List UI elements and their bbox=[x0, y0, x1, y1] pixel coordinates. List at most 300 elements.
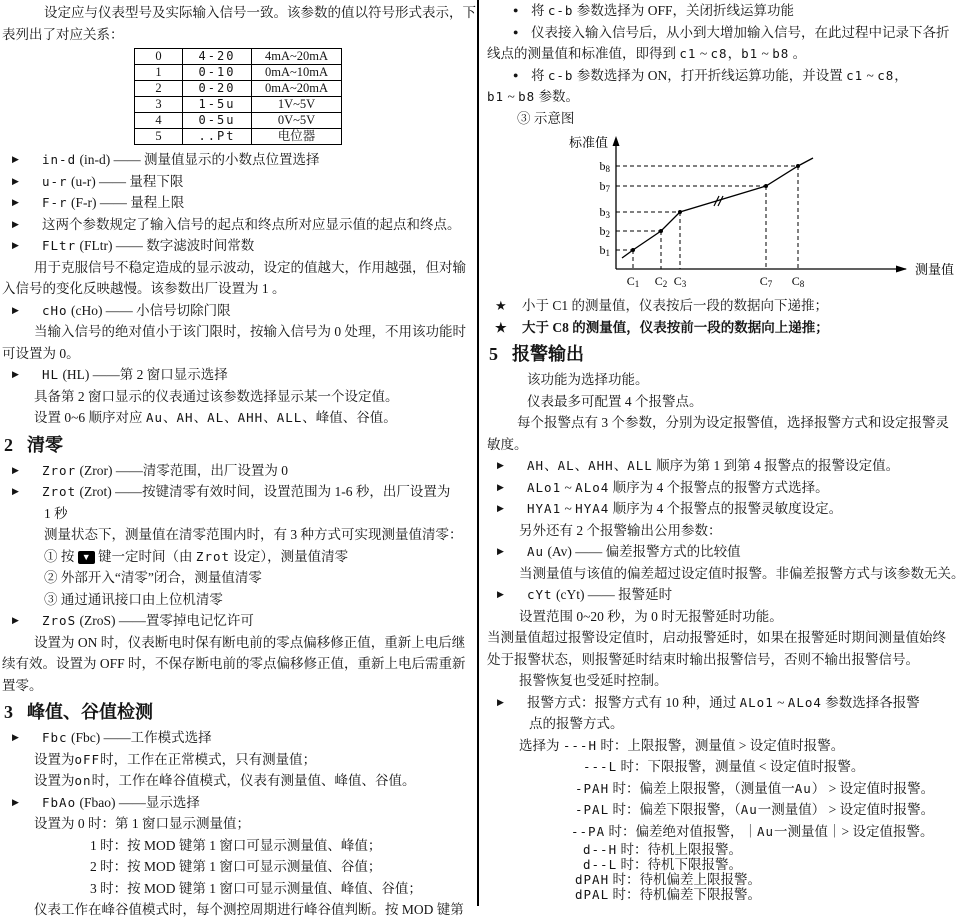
triangle-bullet-icon: ▶ bbox=[12, 197, 19, 207]
text-run: 选择为 bbox=[519, 737, 563, 753]
text-line bbox=[2, 503, 475, 525]
text-run: 报警方式：报警方式有 10 种，通过 bbox=[527, 694, 740, 710]
text-run: 设置为 ON 时，仪表断电时保有断电前的零点偏移修正值，重新上电后继 bbox=[34, 634, 466, 650]
led-token: ---H bbox=[562, 737, 597, 753]
text-run: 用于克服信号不稳定造成的显示波动，设定的值越大，作用越强，但对输 bbox=[34, 259, 466, 275]
signal-range-cell: 0mA~10mA bbox=[252, 65, 342, 81]
triangle-bullet-icon: ▶ bbox=[12, 240, 19, 250]
y-tick-b2: b2 bbox=[599, 224, 610, 239]
text-line bbox=[2, 835, 475, 857]
led-token: 0-20 bbox=[198, 81, 236, 95]
list-item bbox=[487, 65, 958, 87]
led-token: Zror bbox=[42, 462, 77, 478]
text-run: 1 秒 bbox=[44, 505, 68, 521]
led-token: Au bbox=[145, 410, 163, 425]
text-run: ~ bbox=[561, 479, 576, 495]
right-column bbox=[487, 0, 965, 906]
led-token: -PAL bbox=[575, 802, 610, 817]
led-token: in-d bbox=[42, 152, 77, 167]
text-run: (HL) ——第 2 窗口显示选择 bbox=[59, 367, 228, 382]
text-run: (cYt) —— 报警延时 bbox=[552, 587, 673, 602]
signal-code-cell: 3 bbox=[135, 97, 183, 113]
triangle-bullet-icon: ▶ bbox=[12, 732, 19, 742]
bullet-item bbox=[2, 792, 475, 814]
x-axis-label: 测量值 bbox=[915, 262, 955, 277]
text-run: ~ bbox=[773, 694, 788, 710]
text-run: ~ bbox=[561, 501, 576, 516]
text-line bbox=[2, 675, 475, 697]
text-line bbox=[487, 412, 958, 434]
bullet-item bbox=[2, 300, 475, 322]
led-token: Au bbox=[527, 544, 545, 559]
led-token: 0-5u bbox=[198, 113, 236, 127]
dot-bullet-icon: ● bbox=[513, 69, 519, 80]
left-column bbox=[2, 0, 476, 917]
data-point-C2 bbox=[659, 229, 663, 233]
led-token: FLtr bbox=[42, 238, 77, 253]
text-run: 敏度。 bbox=[487, 436, 528, 452]
text-run: 、 bbox=[574, 458, 589, 473]
text-line bbox=[487, 43, 958, 65]
led-token: AL bbox=[557, 458, 575, 473]
led-token: ALo1 bbox=[527, 479, 562, 495]
signal-led-cell bbox=[183, 129, 252, 145]
text-run: 时，工作在正常模式，只有测量值； bbox=[100, 751, 317, 767]
text-run: 仪表最多可配置 4 个报警点。 bbox=[527, 393, 703, 409]
triangle-bullet-icon: ▶ bbox=[12, 486, 19, 496]
bullet-item bbox=[2, 364, 475, 386]
text-run: 键一定时间（由 bbox=[94, 548, 196, 564]
led-token: cHo bbox=[42, 302, 68, 318]
bullet-item bbox=[2, 460, 475, 482]
text-run: 当测量值超过报警设定值时，启动报警延时，如果在报警延时期间测量值始终 bbox=[487, 630, 946, 645]
list-item bbox=[487, 0, 958, 22]
bullet-item bbox=[2, 235, 475, 257]
signal-type-table bbox=[134, 48, 342, 145]
triangle-bullet-icon: ▶ bbox=[12, 796, 19, 807]
text-line bbox=[487, 756, 958, 778]
led-token: -PAH bbox=[575, 780, 610, 796]
text-run: 时：待机偏差下限报警。 bbox=[609, 887, 761, 902]
down-key-icon: ▼ bbox=[78, 551, 95, 564]
section-heading bbox=[2, 699, 475, 725]
text-run: 测量状态下，测量值在清零范围内时，有 3 种方式可实现测量值清零： bbox=[44, 527, 463, 542]
led-token: d--L bbox=[583, 857, 618, 872]
text-run: (Fbc) ——工作模式选择 bbox=[67, 730, 212, 745]
led-token: ZroS bbox=[42, 613, 77, 628]
led-token: ---L bbox=[583, 759, 618, 774]
text-run: 可设置为 0。 bbox=[2, 345, 80, 361]
section-heading bbox=[2, 432, 475, 458]
text-line bbox=[2, 321, 475, 343]
text-line bbox=[2, 278, 475, 300]
text-run: 当测量值与该值的偏差超过设定值时报警。非偏差报警方式与该参数无关。 bbox=[519, 565, 965, 581]
text-run: (Av) —— 偏差报警方式的比较值 bbox=[544, 544, 741, 559]
text-run: 大于 C8 的测量值，仪表按前一段的数据向上递推； bbox=[522, 319, 829, 335]
led-token: c8 bbox=[710, 46, 728, 61]
bullet-item bbox=[2, 610, 475, 632]
text-line bbox=[487, 713, 958, 735]
text-run: 设置为 0 时：第 1 窗口显示测量值； bbox=[34, 816, 250, 831]
triangle-bullet-icon: ▶ bbox=[497, 460, 504, 470]
y-axis-label: 标准值 bbox=[568, 135, 608, 150]
led-token: b8 bbox=[518, 89, 536, 104]
text-line bbox=[487, 649, 958, 671]
column-divider bbox=[477, 0, 479, 906]
text-run: 、 bbox=[163, 410, 177, 425]
text-run: ， bbox=[727, 46, 742, 61]
text-line bbox=[2, 386, 475, 408]
bullet-item bbox=[487, 455, 958, 477]
led-token: FbAo bbox=[42, 794, 77, 810]
dot-bullet-icon: ● bbox=[513, 5, 519, 15]
signal-led-cell bbox=[183, 81, 252, 97]
text-line bbox=[487, 872, 958, 887]
signal-code-cell: 4 bbox=[135, 113, 183, 129]
led-token: Zrot bbox=[195, 548, 231, 564]
signal-code-cell: 2 bbox=[135, 81, 183, 97]
text-run: 参数选择各报警 bbox=[821, 694, 920, 710]
text-line bbox=[487, 108, 958, 130]
led-token: b8 bbox=[772, 46, 790, 61]
bullet-item bbox=[487, 541, 958, 563]
y-tick-b8: b8 bbox=[599, 159, 610, 174]
triangle-bullet-icon: ▶ bbox=[497, 503, 504, 513]
text-line bbox=[487, 821, 958, 843]
led-token: HL bbox=[42, 367, 60, 382]
text-run: 时：待机偏差上限报警。 bbox=[609, 872, 761, 887]
signal-code-cell: 0 bbox=[135, 49, 183, 65]
table-row bbox=[135, 65, 342, 81]
led-token: ALo4 bbox=[787, 694, 822, 710]
led-token: c8 bbox=[877, 67, 895, 83]
text-line bbox=[2, 878, 475, 900]
text-line bbox=[2, 546, 475, 568]
note-item bbox=[487, 317, 958, 339]
y-axis-arrow-icon bbox=[613, 136, 620, 146]
text-run: 时：下限报警，测量值 < 设定值时报警。 bbox=[617, 759, 865, 774]
text-run: 参数选择为 OFF，关闭折线运算功能 bbox=[573, 3, 794, 18]
table-row bbox=[135, 113, 342, 129]
text-run: 1 时：按 MOD 键第 1 窗口可显示测量值、峰值； bbox=[90, 837, 382, 853]
text-line bbox=[487, 887, 958, 902]
text-run: ~ bbox=[504, 89, 519, 104]
y-tick-b3: b3 bbox=[599, 205, 610, 220]
signal-code-cell: 5 bbox=[135, 129, 183, 145]
triangle-bullet-icon: ▶ bbox=[497, 696, 504, 707]
signal-led-cell bbox=[183, 65, 252, 81]
led-token: Au bbox=[756, 823, 775, 839]
led-token: c-b bbox=[547, 3, 574, 18]
text-run: 、 bbox=[544, 458, 558, 473]
text-run: (in-d) —— 测量值显示的小数点位置选择 bbox=[76, 152, 320, 167]
x-tick-C3: C3 bbox=[673, 274, 687, 289]
bullet-item bbox=[2, 214, 475, 236]
triangle-bullet-icon: ▶ bbox=[12, 369, 19, 379]
text-line bbox=[487, 86, 958, 108]
text-line bbox=[2, 524, 475, 546]
led-token: Fbc bbox=[42, 730, 68, 745]
bullet-item bbox=[487, 692, 958, 714]
text-run: 续有效。设置为 OFF 时，不保存断电前的零点偏移修正值，重新上电后需重新 bbox=[2, 656, 466, 671]
text-run: 顺序为 4 个报警点的报警方式选择。 bbox=[609, 479, 829, 495]
table-row bbox=[135, 49, 342, 65]
text-run: 该功能为选择功能。 bbox=[527, 372, 649, 387]
text-line bbox=[2, 770, 475, 792]
led-token: d--H bbox=[583, 842, 618, 857]
table-row bbox=[135, 129, 342, 145]
led-token: c1 bbox=[846, 67, 864, 83]
triangle-bullet-icon: ▶ bbox=[12, 304, 19, 315]
text-run: 小于 C1 的测量值，仪表按后一段的数据向下递推； bbox=[522, 298, 829, 313]
text-run: 设置范围 0~20 秒，为 0 时无报警延时功能。 bbox=[519, 608, 783, 624]
text-run: 时：待机上限报警。 bbox=[617, 842, 742, 857]
text-run: 、 bbox=[263, 410, 277, 425]
text-run: 2 时：按 MOD 键第 1 窗口可显示测量值、谷值； bbox=[90, 859, 382, 874]
led-token: F-r bbox=[42, 195, 68, 210]
led-token: on bbox=[74, 773, 92, 788]
text-run: 时：待机下限报警。 bbox=[617, 857, 742, 872]
text-run: 、峰值、谷值。 bbox=[302, 410, 397, 425]
led-token: Zrot bbox=[42, 484, 77, 499]
led-token: AHH bbox=[237, 410, 264, 425]
data-point-C1 bbox=[631, 248, 635, 252]
text-run: (u-r) —— 量程下限 bbox=[67, 173, 184, 189]
text-run: 将 bbox=[531, 67, 548, 83]
text-run: 设置为 bbox=[34, 773, 75, 788]
text-line bbox=[2, 749, 475, 771]
text-run: 设置 0~6 顺序对应 bbox=[34, 410, 146, 425]
led-token: b1 bbox=[487, 89, 505, 104]
text-line bbox=[2, 856, 475, 878]
text-line bbox=[2, 257, 475, 279]
text-line bbox=[2, 653, 475, 675]
text-run: 当输入信号的绝对值小于该门限时，按输入信号为 0 处理，不用该功能时 bbox=[34, 324, 466, 339]
triangle-bullet-icon: ▶ bbox=[497, 481, 504, 492]
text-run: 每个报警点有 3 个参数，分别为设定报警值，选择报警方式和设定报警灵 bbox=[517, 415, 949, 430]
signal-led-cell bbox=[183, 113, 252, 129]
bullet-item bbox=[2, 481, 475, 503]
text-run: (Zror) ——清零范围，出厂设置为 0 bbox=[76, 462, 288, 478]
text-line bbox=[2, 632, 475, 654]
text-run: 。 bbox=[789, 46, 807, 61]
broken-line-chart bbox=[487, 131, 957, 293]
text-line bbox=[2, 2, 475, 24]
led-token: ALo4 bbox=[575, 479, 610, 495]
text-run: ③ 通过通讯接口由上位机清零 bbox=[44, 591, 223, 607]
signal-code-cell: 1 bbox=[135, 65, 183, 81]
text-run: 一测量值） > 设定值时报警。 bbox=[757, 802, 935, 817]
bullet-item bbox=[487, 477, 958, 499]
text-line bbox=[2, 567, 475, 589]
text-run: ① 按 bbox=[44, 548, 78, 564]
led-token: 1-5u bbox=[198, 97, 236, 111]
led-token: 0-10 bbox=[198, 65, 236, 79]
dot-bullet-icon: ● bbox=[513, 26, 519, 37]
text-run: 时：上限报警，测量值 > 设定值时报警。 bbox=[596, 737, 845, 753]
text-run: 、 bbox=[224, 410, 238, 425]
data-line bbox=[622, 158, 813, 258]
triangle-bullet-icon: ▶ bbox=[12, 218, 19, 229]
text-run: 顺序为 4 个报警点的报警灵敏度设定。 bbox=[609, 501, 843, 516]
text-run: 入信号的变化反映越慢。该参数出厂设置为 1 。 bbox=[2, 281, 286, 296]
text-run: 一测量值｜> 设定值报警。 bbox=[774, 823, 934, 839]
text-run: ③ 示意图 bbox=[517, 110, 575, 126]
text-run: ~ bbox=[863, 67, 878, 83]
text-line bbox=[487, 778, 958, 800]
led-token: AH bbox=[176, 410, 194, 425]
text-run: 、 bbox=[613, 458, 628, 473]
signal-range-cell: 0mA~20mA bbox=[252, 81, 342, 97]
text-run: 仪表接入输入信号后，从小到大增加输入信号，在此过程中记录下各折 bbox=[531, 24, 950, 40]
text-run: 参数选择为 ON，打开折线运算功能，并设置 bbox=[573, 67, 847, 83]
led-token: b1 bbox=[741, 46, 759, 61]
text-run: 设定），测量值清零 bbox=[230, 548, 349, 564]
text-line bbox=[2, 407, 475, 429]
led-token: cYt bbox=[527, 587, 553, 602]
text-run: 处于报警状态，则报警延时结束时输出报警信号，否则不输出报警信号。 bbox=[487, 651, 919, 667]
led-token: AHH bbox=[588, 458, 614, 473]
led-token: ALL bbox=[627, 458, 653, 473]
text-line bbox=[487, 434, 958, 456]
led-token: Au bbox=[740, 802, 758, 817]
data-point-C3 bbox=[678, 210, 682, 214]
star-icon: ★ bbox=[495, 298, 507, 313]
text-line bbox=[487, 670, 958, 692]
text-line bbox=[2, 813, 475, 835]
text-run: 仪表工作在峰谷值模式时，每个测控周期进行峰谷值判断。按 MOD 键第 bbox=[34, 902, 464, 917]
text-line bbox=[487, 842, 958, 857]
text-run: ~ bbox=[758, 46, 773, 61]
triangle-bullet-icon: ▶ bbox=[497, 589, 504, 599]
chart-container bbox=[487, 131, 958, 295]
text-run: ~ bbox=[696, 46, 711, 61]
signal-range-cell: 0V~5V bbox=[252, 113, 342, 129]
led-token: u-r bbox=[42, 173, 68, 189]
bullet-item bbox=[2, 727, 475, 749]
note-item bbox=[487, 295, 958, 317]
x-tick-C8: C8 bbox=[791, 274, 805, 289]
triangle-bullet-icon: ▶ bbox=[12, 615, 19, 625]
text-run: 3 时：按 MOD 键第 1 窗口可显示测量值、峰值、谷值； bbox=[90, 880, 422, 896]
triangle-bullet-icon: ▶ bbox=[12, 154, 19, 164]
text-run: 点的报警方式。 bbox=[529, 716, 624, 731]
text-run: 设定应与仪表型号及实际输入信号一致。该参数的值以符号形式表示，下 bbox=[44, 5, 476, 20]
text-run: 这两个参数规定了输入信号的起点和终点所对应显示值的起点和终点。 bbox=[42, 216, 461, 232]
text-run: ） > 设定值时报警。 bbox=[811, 780, 935, 796]
x-tick-C1: C1 bbox=[626, 274, 640, 289]
led-token: dPAH bbox=[575, 872, 610, 887]
text-run: 时，工作在峰谷值模式，仪表有测量值、峰值、谷值。 bbox=[91, 773, 416, 788]
led-token: oFF bbox=[74, 751, 101, 767]
text-run: (Fbao) ——显示选择 bbox=[76, 794, 200, 810]
y-tick-b1: b1 bbox=[599, 243, 610, 258]
led-token: c-b bbox=[547, 67, 574, 83]
triangle-bullet-icon: ▶ bbox=[12, 175, 19, 186]
text-run: 、 bbox=[193, 410, 208, 425]
led-token: AL bbox=[207, 410, 225, 425]
text-run: 另外还有 2 个报警输出公用参数： bbox=[519, 522, 722, 538]
text-line bbox=[487, 799, 958, 821]
text-line bbox=[487, 857, 958, 872]
text-run: 将 bbox=[531, 3, 548, 18]
text-run: (ZroS) ——置零掉电记忆许可 bbox=[76, 613, 254, 628]
text-line bbox=[487, 391, 958, 413]
triangle-bullet-icon: ▶ bbox=[497, 546, 504, 556]
text-run: (cHo) —— 小信号切除门限 bbox=[67, 302, 231, 318]
bullet-item bbox=[2, 192, 475, 214]
star-icon: ★ bbox=[495, 319, 507, 335]
data-point-C7 bbox=[764, 184, 768, 188]
text-run: 顺序为第 1 到第 4 报警点的报警设定值。 bbox=[652, 458, 900, 473]
led-token: dPAL bbox=[575, 887, 610, 902]
text-run: 表列出了对应关系： bbox=[2, 26, 124, 42]
triangle-bullet-icon: ▶ bbox=[12, 464, 19, 475]
section-heading bbox=[487, 341, 958, 367]
table-row bbox=[135, 97, 342, 113]
led-token: HYA4 bbox=[575, 501, 610, 516]
signal-range-cell: 1V~5V bbox=[252, 97, 342, 113]
y-tick-b7: b7 bbox=[599, 179, 610, 194]
text-run: 置零。 bbox=[2, 677, 43, 693]
signal-led-cell bbox=[183, 97, 252, 113]
bullet-item bbox=[487, 498, 958, 520]
text-line bbox=[487, 369, 958, 391]
text-run: ， bbox=[894, 67, 908, 83]
x-tick-C7: C7 bbox=[759, 274, 773, 289]
text-run: ② 外部开入“清零”闭合，测量值清零 bbox=[44, 570, 262, 585]
text-run: 线点的测量值和标准值，即得到 bbox=[487, 46, 680, 61]
text-line bbox=[487, 563, 965, 585]
text-run: 时：偏差上限报警，（测量值一 bbox=[609, 780, 795, 796]
text-run: 参数。 bbox=[535, 89, 580, 104]
led-token: HYA1 bbox=[527, 501, 562, 516]
led-token: AH bbox=[527, 458, 545, 473]
led-token: --PA bbox=[571, 823, 606, 839]
section-title: 清零 bbox=[27, 434, 63, 455]
text-run: 报警恢复也受延时控制。 bbox=[519, 673, 668, 688]
led-token: ALo1 bbox=[739, 694, 774, 710]
led-token: c1 bbox=[679, 46, 697, 61]
text-run: 时：偏差下限报警，（ bbox=[609, 802, 741, 817]
data-point-C8 bbox=[796, 164, 800, 168]
text-line bbox=[487, 606, 958, 628]
section-title: 报警输出 bbox=[512, 344, 584, 364]
bullet-item bbox=[487, 584, 958, 606]
led-token: ALL bbox=[276, 410, 303, 425]
section-title: 峰值、谷值检测 bbox=[27, 702, 153, 722]
text-line bbox=[2, 24, 475, 46]
text-line bbox=[2, 343, 475, 365]
text-run: (F-r) —— 量程上限 bbox=[67, 195, 185, 210]
text-line bbox=[2, 899, 475, 921]
text-run: 设置为 bbox=[34, 751, 75, 767]
signal-range-cell: 4mA~20mA bbox=[252, 49, 342, 65]
text-run: (Zrot) ——按键清零有效时间，设置范围为 1-6 秒，出厂设置为 bbox=[76, 484, 451, 499]
signal-range-cell: 电位器 bbox=[252, 129, 342, 145]
list-item bbox=[487, 22, 958, 44]
section-number: 3 bbox=[4, 702, 13, 722]
bullet-item bbox=[2, 171, 475, 193]
text-run: (FLtr) —— 数字滤波时间常数 bbox=[76, 238, 255, 253]
bullet-item bbox=[2, 149, 475, 171]
x-tick-C2: C2 bbox=[654, 274, 668, 289]
led-token: ..Pt bbox=[198, 129, 236, 143]
text-line bbox=[487, 735, 958, 757]
text-line bbox=[487, 627, 958, 649]
text-line bbox=[487, 520, 958, 542]
text-line bbox=[2, 589, 475, 611]
